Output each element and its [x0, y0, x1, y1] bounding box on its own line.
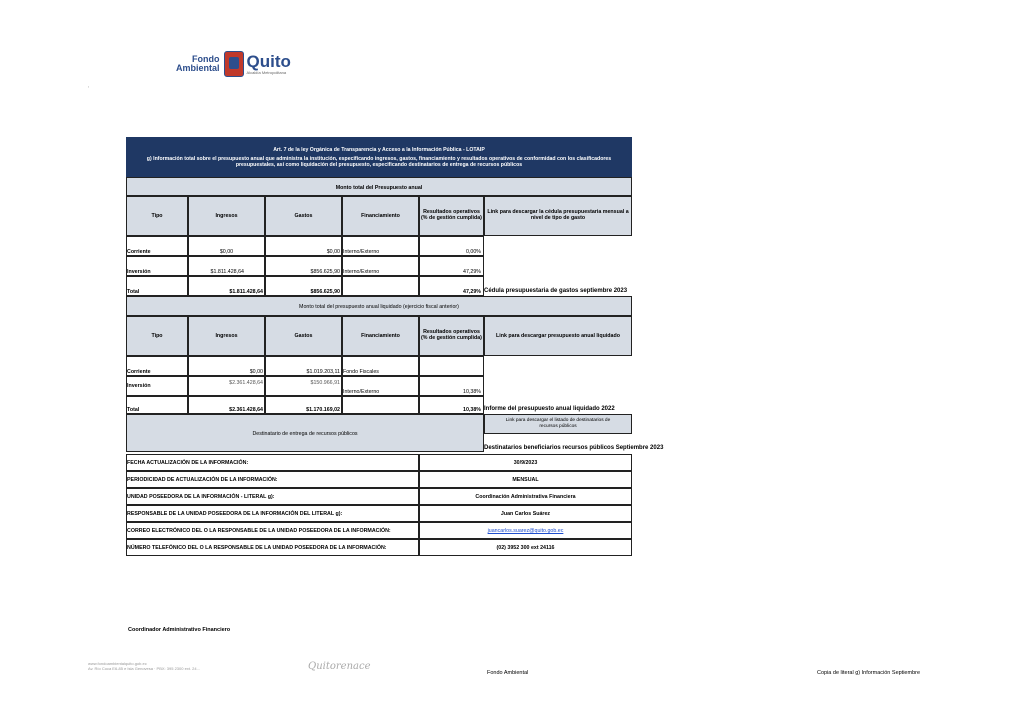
col-header: Ingresos: [188, 316, 265, 356]
email-link[interactable]: juancarlos.suarez@quito.gob.ec: [487, 528, 564, 534]
sheet-header: Art. 7 de la ley Orgánica de Transparencia y Acceso a la Información Pública - LOTAIP g) Información total sobre el presupuesto anual que administra la institución, especificando ingresos, gastos, financiamiento y resultados operativos de conformidad con los clasificadores presupuestales, así como liquidación del presupuesto, especificando destinatarios de entrega de recursos públicos: [126, 137, 632, 177]
cedula-link[interactable]: Cédula presupuestaria de gastos septiembre 2023: [484, 288, 628, 294]
col-header: Resultados operativos (% de gestión cumplida): [419, 316, 484, 356]
fondo-ambiental-logo: [176, 49, 291, 79]
col-header: Link para descargar la cédula presupuestaria mensual a nivel de tipo de gasto: [484, 196, 632, 236]
info-row: PERIODICIDAD DE ACTUALIZACIÓN DE LA INFORMACIÓN: MENSUAL: [126, 471, 632, 488]
table-row-total: Total $2.361.428,64 $1.170.169,02 10,38%: [126, 396, 632, 414]
signature-title: Coordinador Administrativo Financiero: [128, 627, 231, 633]
info-row: RESPONSABLE DE LA UNIDAD POSEEDORA DE LA INFORMACIÓN DEL LITERAL g): Juan Carlos Suárez: [126, 505, 632, 522]
logo-text: Fondo Ambiental: [176, 54, 220, 73]
section-title: Monto total del presupuesto anual liquidado (ejercicio fiscal anterior): [126, 296, 632, 316]
destinatarios-link[interactable]: Destinatarios beneficiarios recursos públicos Septiembre 2023: [484, 445, 664, 451]
col-header: Gastos: [265, 316, 342, 356]
page-mark: ,: [88, 83, 90, 89]
quito-brand: Quito Alcaldía Metropolitana: [246, 52, 291, 75]
info-row: FECHA ACTUALIZACIÓN DE LA INFORMACIÓN: 30/9/2023: [126, 454, 632, 471]
col-header: Link para descargar presupuesto anual liquidado: [484, 316, 632, 356]
col-header: Tipo: [126, 316, 188, 356]
footer-center: Fondo Ambiental: [487, 670, 529, 676]
table-row-total: Total $1.811.428,64 $856.625,90 47,29%: [126, 276, 632, 296]
info-row: CORREO ELECTRÓNICO DEL O LA RESPONSABLE DE LA UNIDAD POSEEDORA DE LA INFORMACIÓN: juancarlos.suarez@quito.gob.ec: [126, 522, 632, 539]
section-title: Monto total del Presupuesto anual: [126, 177, 632, 196]
footer-address: www.fondoambientalquito.gob.ec Av. Río Coca E6-85 e Isla Genovesa · PBX: 395 2300 ext. 24...: [88, 661, 200, 671]
col-header: Ingresos: [188, 196, 265, 236]
info-row: NÚMERO TELEFÓNICO DEL O LA RESPONSABLE DE LA UNIDAD POSEEDORA DE LA INFORMACIÓN: (02) 3952 300 ext 24116: [126, 539, 632, 556]
informe-link[interactable]: Informe del presupuesto anual liquidado 2022: [484, 406, 615, 412]
quito-seal-icon: [224, 51, 244, 77]
info-row: UNIDAD POSEEDORA DE LA INFORMACIÓN - LITERAL g): Coordinación Administrativa Financiera: [126, 488, 632, 505]
col-header: Gastos: [265, 196, 342, 236]
col-header: Resultados operativos (% de gestión cumplida): [419, 196, 484, 236]
table-row: Corriente $0,00 $1.019.203,11 Fondo Fiscales: [126, 356, 632, 376]
quito-renace-logo: Quitorenace: [308, 661, 371, 672]
footer-right: Copia de literal g) Información Septiembre: [817, 670, 921, 676]
table-row: Corriente $0,00 $0,00 Interno/Externo 0,00%: [126, 236, 632, 256]
col-header: Financiamiento: [342, 196, 419, 236]
section-title: Destinatario de entrega de recursos públicos: [126, 414, 484, 452]
col-header: Tipo: [126, 196, 188, 236]
col-header: Financiamiento: [342, 316, 419, 356]
col-header: Link para descargar el listado de destinatarios de recursos públicos: [484, 414, 632, 434]
table-row: Inversión $1.811.428,64 $856.625,90 Interno/Externo 47,29%: [126, 256, 632, 276]
table-row: Inversión $2.361.428,64 $150.966,91 Interno/Externo 10,38%: [126, 376, 632, 396]
